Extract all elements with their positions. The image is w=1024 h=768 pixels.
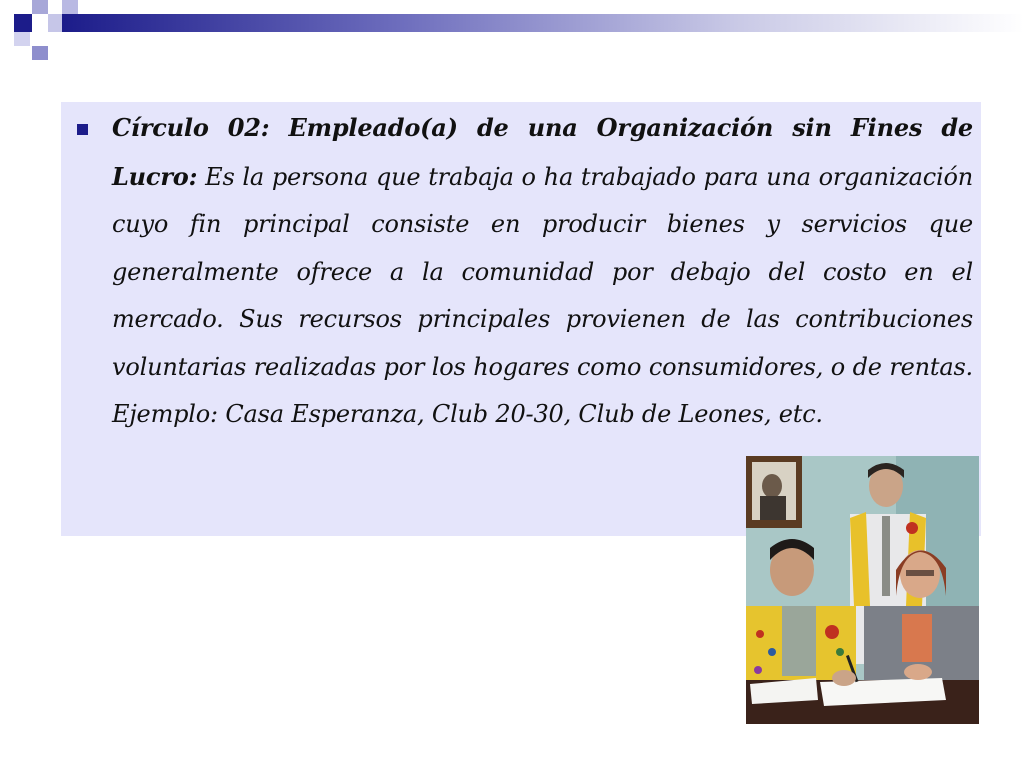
bullet-body: Es la persona que trabaja o ha trabajado para una organización cuyo fin principal consiste en producir bienes y servicios que generalmente ofrece a la comunidad por debajo del costo en el mercado. Sus recursos principales provienen de las contribuciones voluntarias realizadas por los hogares como consumidores, o de rentas. Ejemplo: Casa Esperanza, Club 20-30, Club de Leones, etc. — [112, 162, 973, 428]
header-square — [62, 0, 78, 14]
bullet-heading: Círculo 02: Empleado(a) de una Organización sin Fines de Lucro: — [112, 113, 973, 191]
square-bullet-icon — [77, 124, 88, 135]
header-square — [14, 32, 30, 46]
lions-club-photo — [746, 456, 979, 724]
header-square — [32, 0, 48, 14]
header-square — [32, 46, 48, 60]
header-gradient-bar — [62, 14, 1024, 32]
header-square — [14, 14, 32, 32]
bullet-paragraph — [112, 104, 973, 439]
